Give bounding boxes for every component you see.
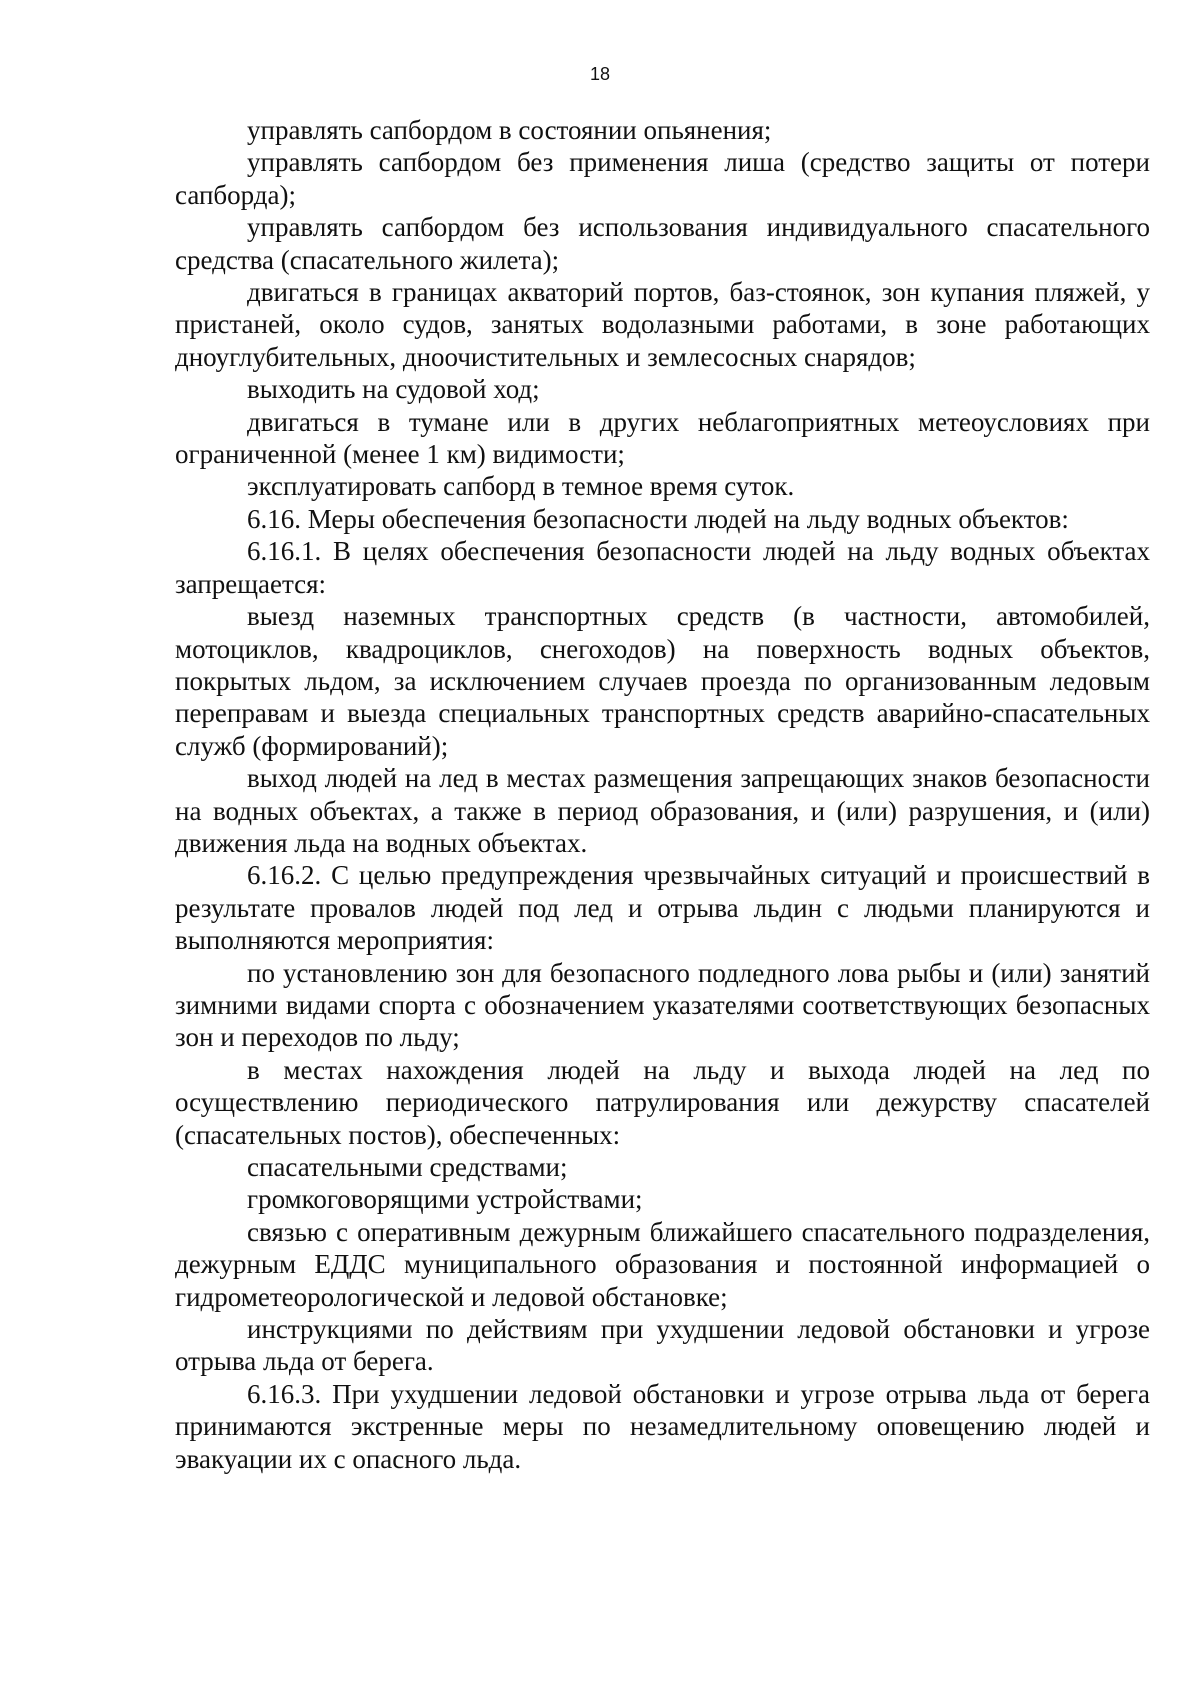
paragraph: инструкциями по действиям при ухудшении ледовой обстановки и угрозе отрыва льда от берега. xyxy=(175,1314,1150,1377)
paragraph: эксплуатировать сапборд в темное время суток. xyxy=(247,471,795,502)
document-body xyxy=(175,114,1150,1475)
subsection-6-16-1: 6.16.1. В целях обеспечения безопасности людей на льду водных объектах запрещается: xyxy=(175,536,1150,599)
page-number: 18 xyxy=(589,64,611,84)
subsection-6-16-3: 6.16.3. При ухудшении ледовой обстановки и угрозе отрыва льда от берега принимаются экстренные меры по незамедлительному оповещению людей и эвакуации их с опасного льда. xyxy=(175,1378,1150,1474)
paragraph: управлять сапбордом без использования индивидуального спасательного средства (спасательного жилета); xyxy=(175,212,1150,275)
paragraph: спасательными средствами; xyxy=(247,1152,568,1182)
paragraph: связью с оперативным дежурным ближайшего спасательного подразделения, дежурным ЕДДС муниципального образования и постоянной информацией о гидрометеорологической и ледовой обстановке; xyxy=(175,1216,1150,1312)
paragraph: двигаться в границах акваторий портов, баз-стоянок, зон купания пляжей, у пристаней, около судов, занятых водолазными работами, в зоне работающих дноуглубительных, дноочистительных и землесосных снарядов; xyxy=(175,277,1150,372)
subsection-6-16-2: 6.16.2. С целью предупреждения чрезвычайных ситуаций и происшествий в результате провалов людей под лед и отрыва льдин с людьми планируются и выполняются мероприятия: xyxy=(175,860,1150,956)
section-heading-6-16: 6.16. Меры обеспечения безопасности людей на льду водных объектов: xyxy=(247,503,1069,534)
paragraph: громкоговорящими устройствами; xyxy=(247,1184,643,1215)
paragraph: управлять сапбордом в состоянии опьянения; xyxy=(247,115,772,145)
paragraph: выходить на судовой ход; xyxy=(247,374,540,405)
paragraph: по установлению зон для безопасного подледного лова рыбы и (или) занятий зимними видами спорта с обозначением указателями соответствующих безопасных зон и переходов по льду; xyxy=(175,957,1150,1053)
paragraph: в местах нахождения людей на льду и выхода людей на лед по осуществлению периодического патрулирования или дежурству спасателей (спасательных постов), обеспеченных: xyxy=(175,1054,1150,1150)
paragraph: управлять сапбордом без применения лиша (средство защиты от потери сапборда); xyxy=(175,147,1150,210)
paragraph: выезд наземных транспортных средств (в частности, автомобилей, мотоциклов, квадроциклов, снегоходов) на поверхность водных объектов, покрытых льдом, за исключением случаев проезда по организованным ледовым переправам и выезда специальных транспортных средств аварийно-спасательных служб (формирований); xyxy=(175,601,1150,761)
paragraph: выход людей на лед в местах размещения запрещающих знаков безопасности на водных объектах, а также в период образования, и (или) разрушения, и (или) движения льда на водных объектах. xyxy=(175,763,1150,858)
paragraph: двигаться в тумане или в других неблагоприятных метеоусловиях при ограниченной (менее 1 км) видимости; xyxy=(175,406,1150,470)
